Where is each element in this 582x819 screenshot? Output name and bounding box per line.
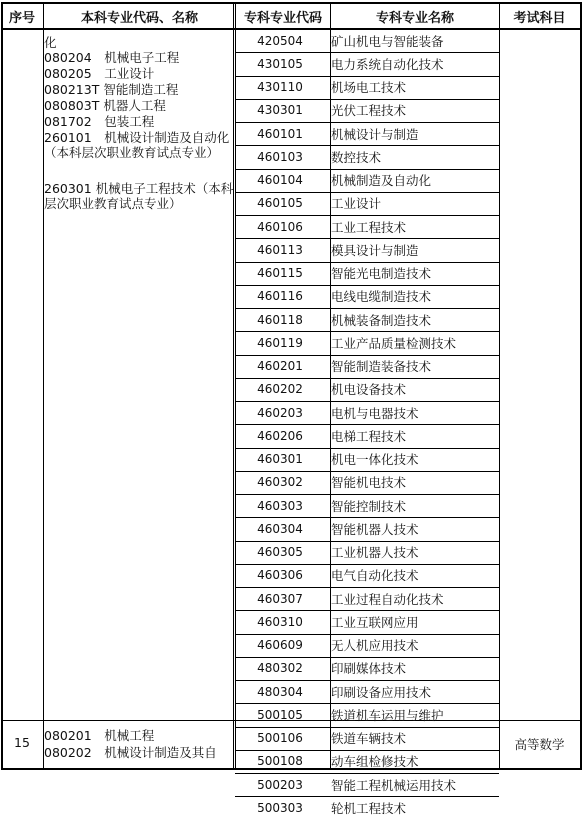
major-code: 480302 — [257, 661, 303, 676]
major-name: 工业机器人技术 — [331, 545, 419, 560]
undergrad-line: 080205 工业设计 — [44, 66, 155, 81]
major-code: 460305 — [257, 545, 303, 559]
major-code: 460310 — [257, 614, 303, 629]
header-code: 专科专业代码 — [243, 10, 322, 26]
major-name: 印刷设备应用技术 — [331, 684, 432, 700]
major-name: 工业设计 — [331, 196, 382, 212]
table-border — [1, 2, 3, 768]
major-name: 智能机器人技术 — [331, 521, 419, 537]
header-exam: 考试科目 — [513, 10, 566, 26]
major-name: 机场电工技术 — [331, 80, 407, 95]
major-code: 460101 — [257, 126, 303, 141]
major-name: 智能控制技术 — [331, 498, 407, 514]
undergrad-line: 081702 包装工程 — [44, 114, 155, 129]
major-name: 电力系统自动化技术 — [331, 56, 444, 72]
major-code: 460106 — [257, 219, 303, 234]
major-code: 420504 — [257, 33, 303, 48]
undergrad-line: 080201 机械工程 — [44, 728, 155, 743]
major-code: 430110 — [257, 80, 303, 94]
major-code: 460302 — [257, 475, 303, 490]
major-code: 500105 — [257, 707, 303, 722]
undergrad-line: 260301 机械电子工程技术（本科层次职业教育试点专业） — [44, 181, 234, 211]
major-name: 智能机电技术 — [331, 475, 407, 491]
undergrad-line: 080803T 机器人工程 — [44, 98, 166, 113]
major-name: 铁道车辆技术 — [331, 731, 407, 746]
major-code: 460202 — [257, 382, 303, 397]
header-seq: 序号 — [8, 10, 35, 26]
major-code: 460105 — [257, 196, 303, 211]
major-code: 500108 — [257, 754, 303, 769]
major-code: 460104 — [257, 173, 303, 187]
major-name: 印刷媒体技术 — [331, 661, 407, 677]
major-code: 460118 — [257, 312, 303, 327]
header-name: 专科专业名称 — [375, 10, 454, 26]
major-code: 460116 — [257, 289, 303, 304]
major-name: 工业过程自动化技术 — [331, 591, 444, 607]
major-name: 电气自动化技术 — [331, 568, 419, 584]
major-name: 模具设计与制造 — [331, 242, 419, 258]
major-name: 智能工程机械运用技术 — [331, 777, 457, 793]
column-divider — [499, 2, 500, 768]
major-code: 430105 — [257, 56, 303, 71]
major-name: 机电一体化技术 — [331, 452, 419, 467]
undergrad-line: 化 — [44, 35, 57, 50]
major-code: 460304 — [257, 521, 303, 536]
major-code: 460609 — [257, 638, 303, 652]
major-code: 430301 — [257, 103, 303, 118]
major-name: 工业互联网应用 — [331, 614, 419, 630]
row-seq: 15 — [14, 735, 30, 750]
table-border — [1, 2, 580, 4]
major-code: 460115 — [257, 266, 303, 280]
major-name: 工业工程技术 — [331, 219, 407, 235]
major-name: 智能制造装备技术 — [331, 359, 432, 374]
major-code: 460307 — [257, 591, 303, 606]
major-code: 460201 — [257, 359, 303, 373]
undergrad-line: 080204 机械电子工程 — [44, 50, 180, 65]
major-code: 460203 — [257, 405, 303, 420]
major-name: 铁道机车运用与维护 — [331, 707, 444, 723]
major-code: 500106 — [257, 731, 303, 745]
major-name: 电线电缆制造技术 — [331, 289, 432, 305]
undergrad-line: 260101 机械设计制造及自动化（本科层次职业教育试点专业） — [44, 130, 230, 160]
major-code: 460301 — [257, 452, 303, 466]
major-name: 电机与电器技术 — [331, 405, 419, 421]
exam-subject: 高等数学 — [514, 737, 565, 752]
major-name: 无人机应用技术 — [331, 638, 419, 653]
major-code: 460206 — [257, 428, 303, 443]
major-code: 460113 — [257, 242, 303, 257]
major-name: 数控技术 — [331, 149, 382, 165]
major-code: 480304 — [257, 684, 303, 699]
major-name: 电梯工程技术 — [331, 428, 407, 444]
undergrad-line: 080213T 智能制造工程 — [44, 82, 179, 97]
major-name: 机械制造及自动化 — [331, 173, 432, 188]
major-code: 500203 — [257, 777, 303, 792]
major-name: 光伏工程技术 — [331, 103, 407, 119]
major-name: 矿山机电与智能装备 — [331, 33, 444, 49]
major-name: 机械装备制造技术 — [331, 312, 432, 328]
major-code: 460306 — [257, 568, 303, 583]
major-code: 500303 — [257, 800, 303, 815]
undergrad-line: 080202 机械设计制造及其自 — [44, 745, 217, 760]
major-name: 工业产品质量检测技术 — [331, 335, 457, 351]
major-name: 机械设计与制造 — [331, 126, 419, 142]
header-undergrad: 本科专业代码、名称 — [80, 10, 198, 26]
major-code: 460119 — [257, 335, 303, 350]
major-name: 智能光电制造技术 — [331, 266, 432, 281]
table-border — [580, 2, 582, 770]
major-name: 动车组检修技术 — [331, 754, 419, 770]
major-code: 460103 — [257, 149, 303, 164]
major-name: 机电设备技术 — [331, 382, 407, 398]
major-code: 460303 — [257, 498, 303, 513]
major-name: 轮机工程技术 — [331, 800, 407, 816]
